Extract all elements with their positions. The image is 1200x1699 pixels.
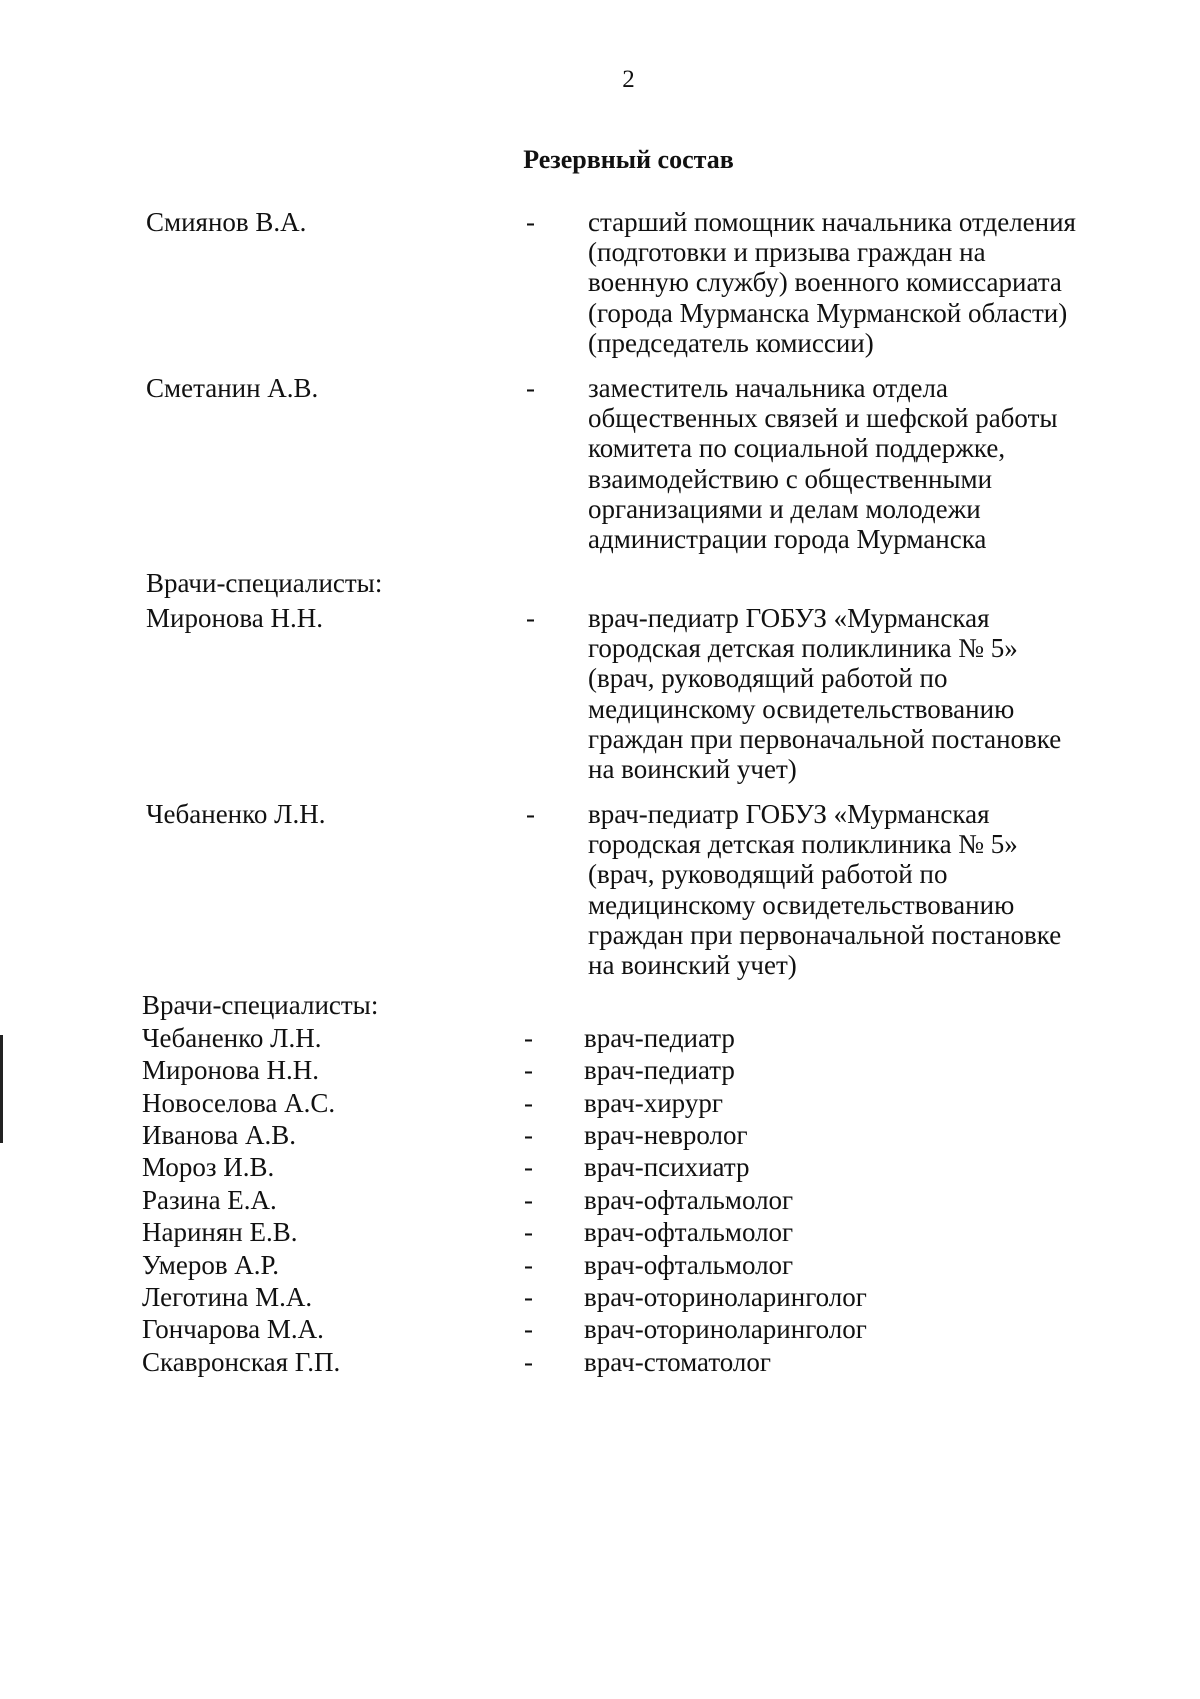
specialist-role: врач-стоматолог: [584, 1347, 771, 1377]
specialist-name: Леготина М.А.: [142, 1282, 313, 1312]
description-line: (города Мурманска Мурманской области): [588, 297, 1068, 328]
specialist-role: врач-невролог: [584, 1120, 748, 1150]
scan-edge-mark: [0, 1035, 3, 1143]
description-line: старший помощник начальника отделения: [588, 207, 1076, 237]
description-line: (врач, руководящий работой по: [588, 663, 948, 694]
description-line: (подготовки и призыва граждан на: [588, 237, 986, 268]
separator-dash: -: [526, 207, 535, 237]
description-line: взаимодействию с общественными: [588, 463, 993, 494]
separator-dash: -: [526, 799, 535, 829]
separator-dash: -: [524, 1088, 533, 1118]
separator-dash: -: [524, 1023, 533, 1053]
description-line: администрации города Мурманска: [588, 524, 987, 555]
description-line: медицинскому освидетельствованию: [588, 889, 1015, 920]
doctor-name: Чебаненко Л.Н.: [146, 799, 326, 829]
list-item: [0, 1282, 1200, 1312]
specialist-role: врач-офтальмолог: [584, 1250, 794, 1280]
separator-dash: -: [524, 1314, 533, 1344]
member-description: [588, 207, 1128, 358]
specialist-name: Умеров А.Р.: [142, 1250, 279, 1280]
description-line: городская детская поликлиника № 5»: [588, 633, 1018, 664]
list-item: [0, 1152, 1200, 1182]
section-heading: Врачи-специалисты:: [142, 990, 379, 1020]
member-description: [588, 373, 1128, 554]
separator-dash: -: [524, 1282, 533, 1312]
specialist-name: Чебаненко Л.Н.: [142, 1023, 322, 1053]
description-line: военную службу) военного комиссариата: [588, 267, 1062, 298]
list-item: [0, 1088, 1200, 1118]
page-number: 2: [622, 66, 635, 93]
description-line: общественных связей и шефской работы: [588, 403, 1058, 434]
specialist-name: Скавронская Г.П.: [142, 1347, 341, 1377]
separator-dash: -: [524, 1152, 533, 1182]
description-line: граждан при первоначальной постановке: [588, 919, 1062, 950]
description-line: организациями и делам молодежи: [588, 493, 981, 524]
list-item: [0, 1120, 1200, 1150]
doctor-description: [588, 799, 1128, 980]
description-line: граждан при первоначальной постановке: [588, 723, 1062, 754]
specialist-name: Гончарова М.А.: [142, 1314, 324, 1344]
description-line: (врач, руководящий работой по: [588, 859, 948, 890]
separator-dash: -: [524, 1347, 533, 1377]
member-name: Сметанин А.В.: [146, 373, 319, 403]
separator-dash: -: [524, 1120, 533, 1150]
list-item: [0, 1217, 1200, 1247]
specialist-name: Разина Е.А.: [142, 1185, 277, 1215]
specialist-role: врач-психиатр: [584, 1152, 750, 1182]
separator-dash: -: [524, 1250, 533, 1280]
description-line: на воинский учет): [588, 754, 797, 785]
specialist-role: врач-хирург: [584, 1088, 723, 1118]
specialist-name: Новоселова А.С.: [142, 1088, 336, 1118]
separator-dash: -: [526, 373, 535, 403]
description-line: врач-педиатр ГОБУЗ «Мурманская: [588, 799, 990, 829]
description-line: комитета по социальной поддержке,: [588, 433, 1006, 464]
member-name: Смиянов В.А.: [146, 207, 307, 237]
description-line: на воинский учет): [588, 950, 797, 981]
separator-dash: -: [524, 1217, 533, 1247]
description-line: медицинскому освидетельствованию: [588, 693, 1015, 724]
list-item: [0, 1250, 1200, 1280]
specialist-role: врач-педиатр: [584, 1055, 735, 1085]
separator-dash: -: [524, 1055, 533, 1085]
separator-dash: -: [526, 603, 535, 633]
list-item: [0, 1185, 1200, 1215]
specialist-name: Наринян Е.В.: [142, 1217, 298, 1247]
list-item: [0, 1023, 1200, 1053]
section-heading: Врачи-специалисты:: [146, 568, 383, 598]
page-title: Резервный состав: [523, 145, 734, 174]
specialist-name: Мороз И.В.: [142, 1152, 275, 1182]
specialist-name: Иванова А.В.: [142, 1120, 296, 1150]
specialist-name: Миронова Н.Н.: [142, 1055, 320, 1085]
list-item: [0, 1314, 1200, 1344]
list-item: [0, 1347, 1200, 1377]
specialist-role: врач-педиатр: [584, 1023, 735, 1053]
description-line: заместитель начальника отдела: [588, 373, 948, 403]
description-line: врач-педиатр ГОБУЗ «Мурманская: [588, 603, 990, 633]
list-item: [0, 1055, 1200, 1085]
specialist-role: врач-оториноларинголог: [584, 1314, 867, 1344]
description-line: (председатель комиссии): [588, 327, 874, 358]
description-line: городская детская поликлиника № 5»: [588, 829, 1018, 860]
separator-dash: -: [524, 1185, 533, 1215]
doctor-name: Миронова Н.Н.: [146, 603, 324, 633]
specialist-role: врач-офтальмолог: [584, 1185, 794, 1215]
doctor-description: [588, 603, 1128, 784]
specialist-role: врач-оториноларинголог: [584, 1282, 867, 1312]
specialist-role: врач-офтальмолог: [584, 1217, 794, 1247]
